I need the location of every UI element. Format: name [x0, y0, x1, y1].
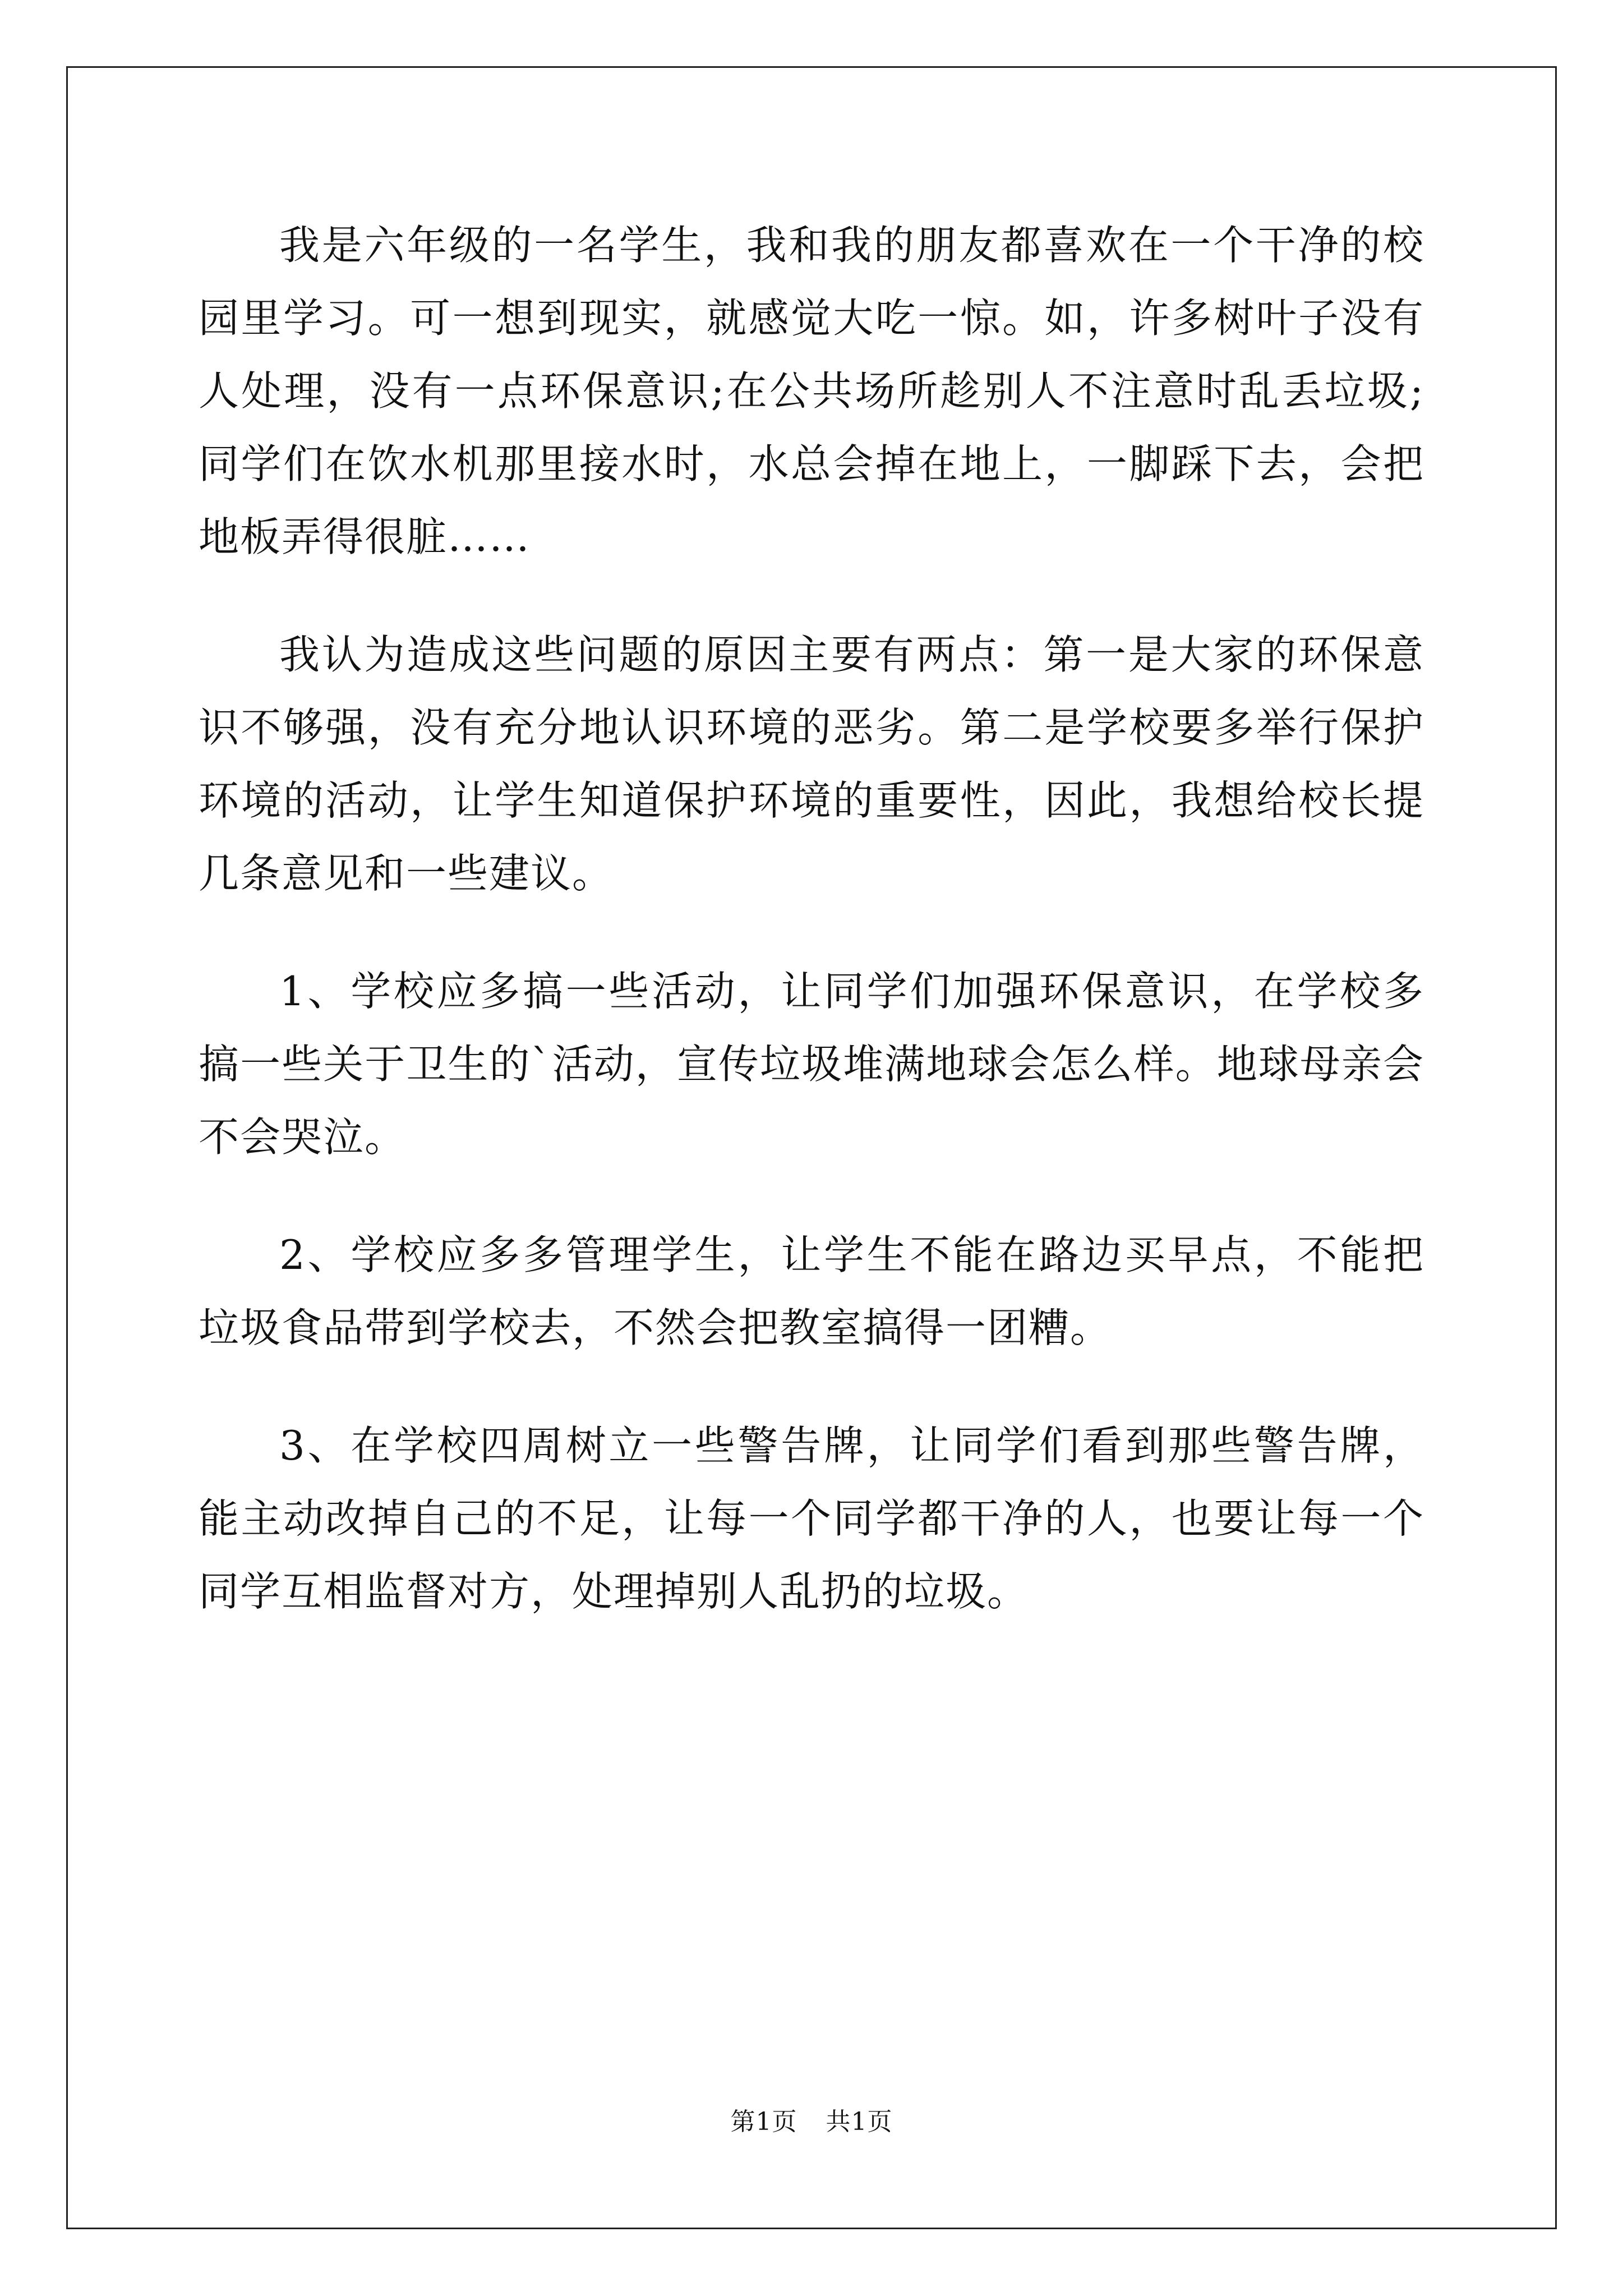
paragraph-2: 我认为造成这些问题的原因主要有两点：第一是大家的环保意识不够强，没有充分地认识环境的恶劣。第二是学校要多举行保护环境的活动，让学生知道保护环境的重要性，因此，我想给校长提几条意见和一些建议。 [199, 631, 1424, 897]
paragraph-1: 我是六年级的一名学生，我和我的朋友都喜欢在一个干净的校园里学习。可一想到现实，就感觉大吃一惊。如，许多树叶子没有人处理，没有一点环保意识;在公共场所趁别人不注意时乱丢垃圾;同学们在饮水机那里接水时，水总会掉在地上，一脚踩下去，会把地板弄得很脏…… [199, 222, 1424, 560]
total-pages: 共1页 [826, 2108, 893, 2136]
page-footer [0, 2106, 1623, 2138]
paragraph-3: 1、学校应多搞一些活动，让同学们加强环保意识，在学校多搞一些关于卫生的`活动，宣传垃圾堆满地球会怎么样。地球母亲会不会哭泣。 [199, 968, 1424, 1161]
document-body [199, 209, 1424, 1673]
paragraph-4: 2、学校应多多管理学生，让学生不能在路边买早点，不能把垃圾食品带到学校去，不然会把教室搞得一团糟。 [199, 1231, 1424, 1351]
page-number: 第1页 [730, 2108, 797, 2136]
paragraph-5: 3、在学校四周树立一些警告牌，让同学们看到那些警告牌，能主动改掉自己的不足，让每一个同学都干净的人，也要让每一个同学互相监督对方，处理掉别人乱扔的垃圾。 [199, 1422, 1424, 1615]
